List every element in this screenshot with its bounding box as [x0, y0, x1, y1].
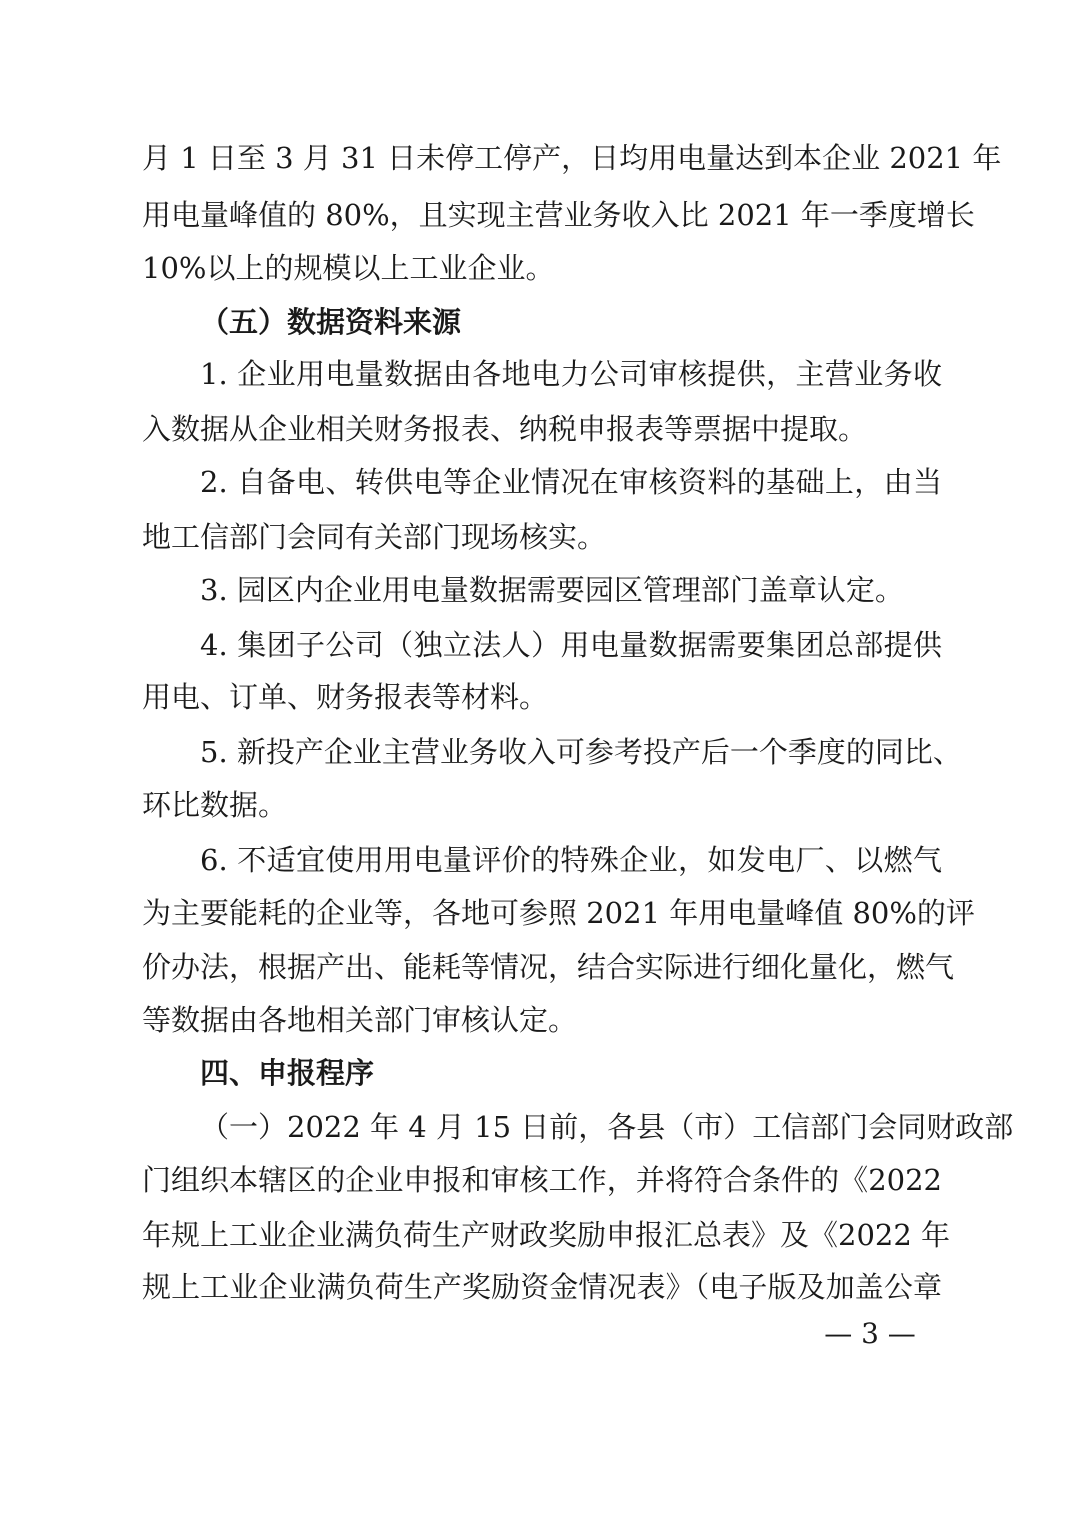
- section-heading: （五）数据资料来源: [200, 305, 462, 339]
- body-text-line: 4. 集团子公司（独立法人）用电量数据需要集团总部提供: [200, 628, 942, 662]
- body-text-line: 3. 园区内企业用电量数据需要园区管理部门盖章认定。: [200, 573, 904, 607]
- body-text-line: 地工信部门会同有关部门现场核实。: [142, 520, 607, 554]
- body-text-line: 为主要能耗的企业等，各地可参照 2021 年用电量峰值 80%的评: [142, 896, 975, 930]
- section-heading: 四、申报程序: [200, 1056, 375, 1090]
- body-text-line: 5. 新投产企业主营业务收入可参考投产后一个季度的同比、: [200, 735, 962, 769]
- body-text-line: 2. 自备电、转供电等企业情况在审核资料的基础上，由当: [200, 465, 942, 499]
- body-text-line: 用电量峰值的 80%，且实现主营业务收入比 2021 年一季度增长: [142, 198, 975, 232]
- page-number: — 3 —: [824, 1317, 916, 1350]
- body-text-line: 10%以上的规模以上工业企业。: [142, 251, 555, 285]
- body-text-line: 环比数据。: [142, 788, 288, 822]
- body-text-line: 价办法，根据产出、能耗等情况，结合实际进行细化量化，燃气: [142, 950, 955, 984]
- body-text-line: 月 1 日至 3 月 31 日未停工停产，日均用电量达到本企业 2021 年: [142, 141, 1002, 175]
- body-text-line: 1. 企业用电量数据由各地电力公司审核提供，主营业务收: [200, 357, 942, 391]
- body-text-line: 6. 不适宜使用用电量评价的特殊企业，如发电厂、以燃气: [200, 843, 942, 877]
- body-text-line: 入数据从企业相关财务报表、纳税申报表等票据中提取。: [142, 412, 868, 446]
- body-text-line: 等数据由各地相关部门审核认定。: [142, 1003, 578, 1037]
- body-text-line: 门组织本辖区的企业申报和审核工作，并将符合条件的《2022: [142, 1163, 942, 1197]
- body-text-line: （一）2022 年 4 月 15 日前，各县（市）工信部门会同财政部: [200, 1110, 1014, 1144]
- body-text-line: 用电、订单、财务报表等材料。: [142, 680, 549, 714]
- body-text-line: 年规上工业企业满负荷生产财政奖励申报汇总表》及《2022 年: [142, 1218, 951, 1252]
- body-text-line: 规上工业企业满负荷生产奖励资金情况表》（电子版及加盖公章: [142, 1270, 942, 1304]
